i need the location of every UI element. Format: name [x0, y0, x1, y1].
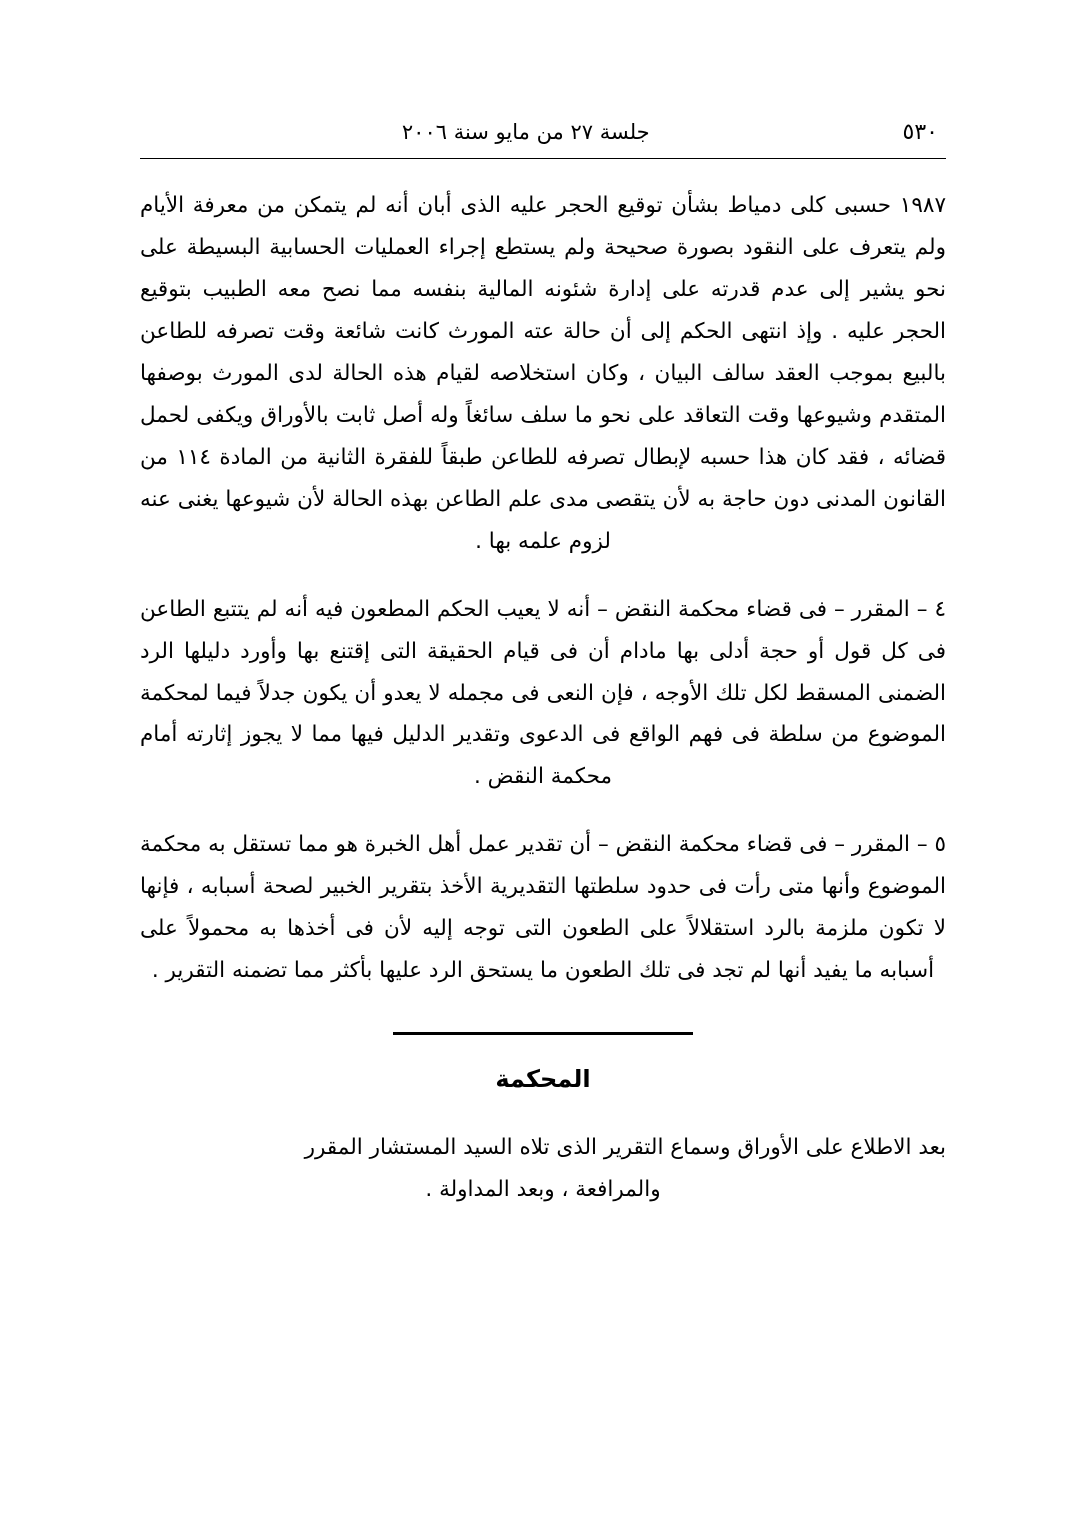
paragraph-3: ٥ – المقرر – فى قضاء محكمة النقض – أن تقدير عمل أهل الخبرة هو مما تستقل به محكمة الموضوع وأنها متى رأت فى حدود سلطتها التقديرية الأخذ بتقرير الخبير لصحة أسبابه ، فإنها لا تكون ملزمة بالرد استقلالاً على الطعون التى توجه إليه لأن فى أخذها به محمولاً على أسبابه ما يفيد أنها لم تجد فى تلك الطعون ما يستحق الرد عليها بأكثر مما تضمنه التقرير . — [140, 832, 946, 984]
section-divider — [393, 1032, 693, 1035]
closing-line-2: والمرافعة ، وبعد المداولة . — [425, 1176, 661, 1202]
paragraph-1: ١٩٨٧ حسبى كلى دمياط بشأن توقيع الحجر عليه الذى أبان أنه لم يتمكن من معرفة الأيام ولم يتعرف على النقود بصورة صحيحة ولم يستطع إجراء العمليات الحسابية البسيطة على نحو يشير إلى عدم قدرته على إدارة شئونه المالية بنفسه مما نصح معه الطبيب بتوقيع الحجر عليه . وإذ انتهى الحكم إلى أن حالة عته المورث كانت شائعة وقت تصرفه للطاعن بالبيع بموجب العقد سالف البيان ، وكان استخلاصه لقيام هذه الحالة لدى المورث بوصفها المتقدم وشيوعها وقت التعاقد على نحو ما سلف سائغاً وله أصل ثابت بالأوراق ويكفى لحمل قضائه ، فقد كان هذا حسبه لإبطال تصرفه للطاعن طبقاً للفقرة الثانية من المادة ١١٤ من القانون المدنى دون حاجة به لأن يتقصى مدى علم الطاعن بهذه الحالة لأن شيوعها يغنى عنه لزوم علمه بها . — [140, 193, 946, 554]
section-divider-wrap — [140, 1032, 946, 1035]
header-divider — [140, 158, 946, 159]
session-title: جلسة ٢٧ من مايو سنة ٢٠٠٦ — [401, 120, 650, 144]
paragraph-2: ٤ – المقرر – فى قضاء محكمة النقض – أنه لا يعيب الحكم المطعون فيه أنه لم يتتبع الطاعن فى كل قول أو حجة أدلى بها مادام أن فى قيام الحقيقة التى إقتنع بها وأورد دليلها الرد الضمنى المسقط لكل تلك الأوجه ، فإن النعى فى مجمله لا يعدو أن يكون جدلاً فيما لمحكمة الموضوع من سلطة فى فهم الواقع فى الدعوى وتقدير الدليل فيها مما لا يجوز إثارته أمام محكمة النقض . — [140, 596, 946, 790]
court-heading: المحكمة — [495, 1064, 591, 1093]
page-header — [140, 120, 946, 154]
page-number: ٥٣٠ — [902, 120, 938, 145]
document-body — [140, 185, 946, 992]
closing-line-1: بعد الاطلاع على الأوراق وسماع التقرير الذى تلاه السيد المستشار المقرر — [304, 1134, 946, 1160]
closing-statement — [140, 1127, 946, 1211]
